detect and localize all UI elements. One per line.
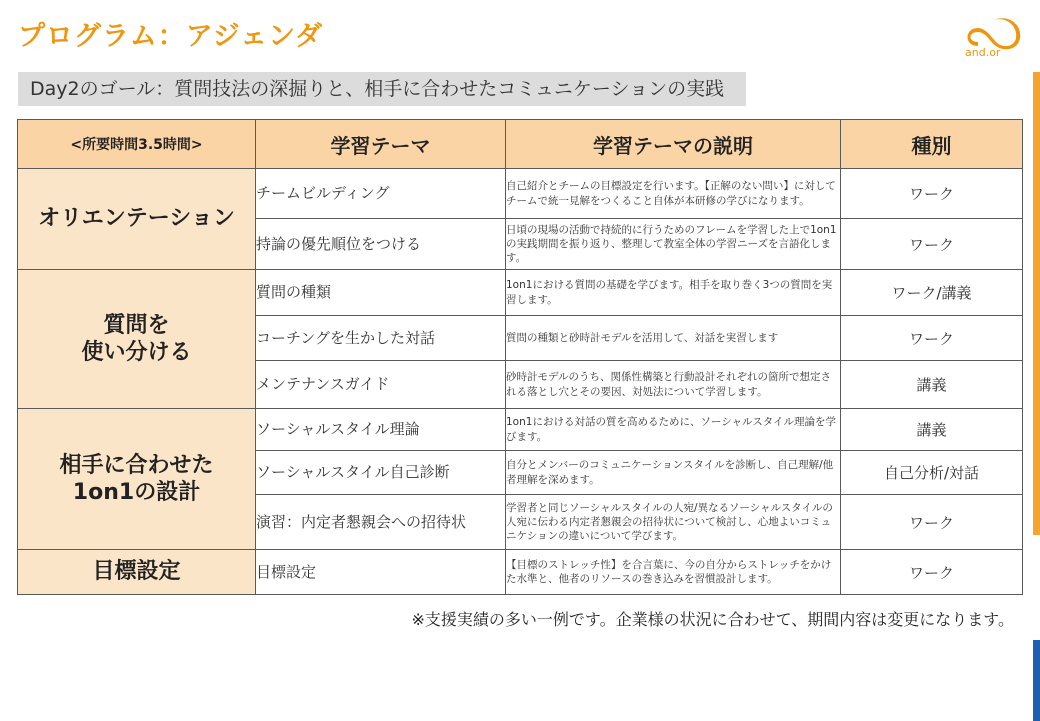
agenda-table (17, 119, 1023, 595)
theme-cell: ソーシャルスタイル理論 (256, 409, 506, 451)
header-description: 学習テーマの説明 (506, 120, 841, 169)
table-row (18, 409, 1023, 451)
description-cell: 質問の種類と砂時計モデルを活用して、対話を実習します (506, 316, 841, 361)
side-accent-bar-orange (1033, 72, 1040, 535)
side-accent-bar-blue (1033, 640, 1040, 721)
header-theme: 学習テーマ (256, 120, 506, 169)
category-orientation: オリエンテーション (18, 169, 256, 270)
type-cell: ワーク (841, 316, 1023, 361)
goal-banner: Day2のゴール：質問技法の深掘りと、相手に合わせたコミュニケーションの実践 (18, 72, 746, 106)
description-cell: 自分とメンバーのコミュニケーションスタイルを診断し、自己理解/他者理解を深めます。 (506, 451, 841, 495)
table-row (18, 169, 1023, 219)
theme-cell: チームビルディング (256, 169, 506, 219)
footnote: ※支援実績の多い一例です。企業様の状況に合わせて、期間内容は変更になります。 (411, 610, 1014, 629)
theme-cell: メンテナンスガイド (256, 361, 506, 409)
agenda-header-row (18, 120, 1023, 169)
page-title: プログラム：アジェンダ (18, 21, 324, 52)
table-row (18, 270, 1023, 316)
theme-cell: ソーシャルスタイル自己診断 (256, 451, 506, 495)
type-cell: ワーク/講義 (841, 270, 1023, 316)
description-cell: 1on1における質問の基礎を学びます。相手を取り巻く3つの質問を実習します。 (506, 270, 841, 316)
table-row (18, 550, 1023, 595)
theme-cell: 質問の種類 (256, 270, 506, 316)
description-cell: 砂時計モデルのうち、関係性構築と行動設計それぞれの箇所で想定される落とし穴とその要因、対処法について学習します。 (506, 361, 841, 409)
description-cell: 学習者と同じソーシャルスタイルの人宛/異なるソーシャルスタイルの人宛に伝わる内定者懇親会の招待状について検討し、心地よいコミュニケションの違いについて学びます。 (506, 495, 841, 550)
description-cell: 自己紹介とチームの目標設定を行います。【正解のない問い】に対してチームで統一見解をつくること自体が本研修の学びになります。 (506, 169, 841, 219)
type-cell: ワーク (841, 495, 1023, 550)
header-type: 種別 (841, 120, 1023, 169)
category-question-usage (18, 270, 256, 409)
description-cell: 日頃の現場の活動で持続的に行うためのフレームを学習した上で1on1の実践期間を振り返り、整理して教室全体の学習ニーズを言語化します。 (506, 219, 841, 270)
theme-cell: コーチングを生かした対話 (256, 316, 506, 361)
description-cell: 【目標のストレッチ性】を合言葉に、今の自分からストレッチをかけた水準と、他者のリソースの巻き込みを習慣設計します。 (506, 550, 841, 595)
category-label: 相手に合わせた 1on1の設計 (59, 452, 214, 505)
category-tailored-1on1 (18, 409, 256, 550)
category-label: 質問を 使い分ける (81, 312, 192, 365)
type-cell: 自己分析/対話 (841, 451, 1023, 495)
type-cell: ワーク (841, 169, 1023, 219)
type-cell: ワーク (841, 219, 1023, 270)
type-cell: 講義 (841, 409, 1023, 451)
theme-cell: 演習：内定者懇親会への招待状 (256, 495, 506, 550)
type-cell: ワーク (841, 550, 1023, 595)
header-duration: <所要時間3.5時間> (18, 120, 256, 169)
theme-cell: 持論の優先順位をつける (256, 219, 506, 270)
category-goal-setting: 目標設定 (18, 550, 256, 595)
logo-text: and.or (965, 46, 1001, 59)
description-cell: 1on1における対話の質を高めるために、ソーシャルスタイル理論を学びます。 (506, 409, 841, 451)
theme-cell: 目標設定 (256, 550, 506, 595)
type-cell: 講義 (841, 361, 1023, 409)
